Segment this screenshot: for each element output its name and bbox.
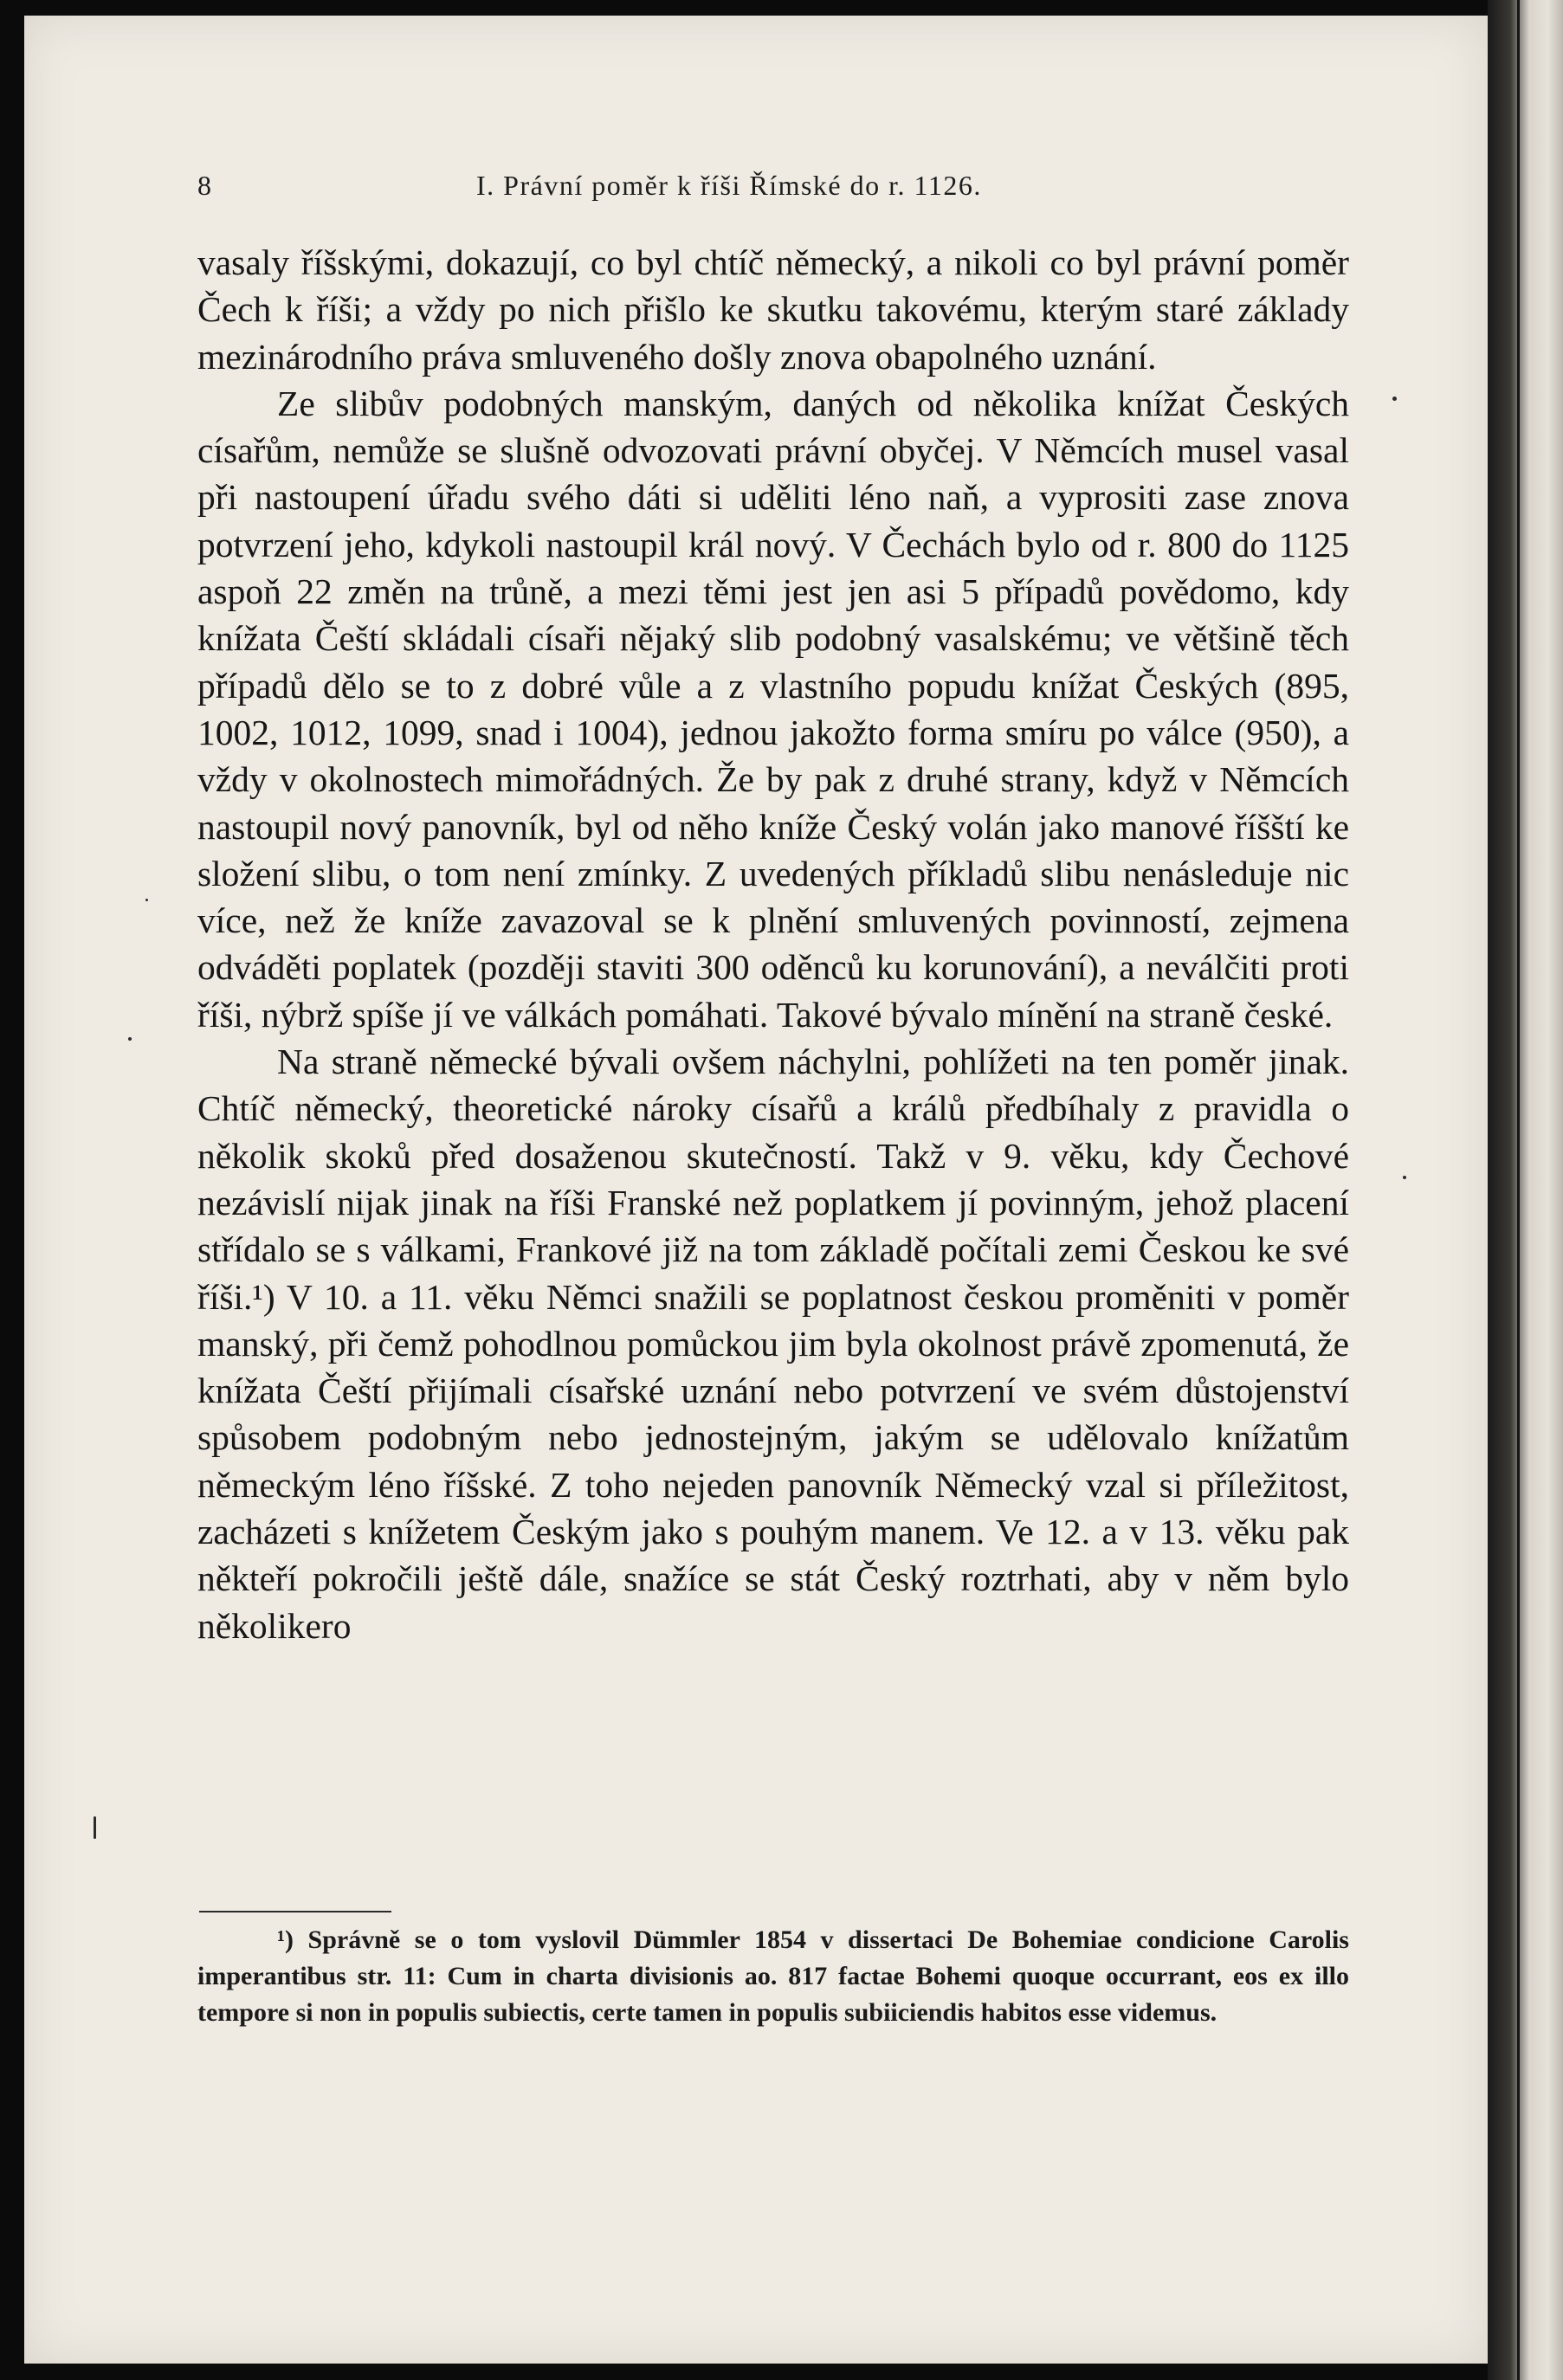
- scan-speck: [1403, 1176, 1406, 1179]
- footnotes: [197, 1922, 1349, 2031]
- footnote-divider: [199, 1911, 391, 1912]
- scan-speck: [1392, 397, 1397, 401]
- scan-binding-edge: [1488, 0, 1563, 2380]
- paragraph: Ze slibův podobných manským, daných od několika knížat Českých císařům, nemůže se slušně odvozovati právní obyčej. V Němcích musel vasal při nastoupení úřadu svého dáti si uděliti léno naň, a vyprositi zase znova potvrzení jeho, kdykoli nastoupil král nový. V Čechách bylo od r. 800 do 1125 aspoň 22 změn na trůně, a mezi těmi jest jen asi 5 případů povědomo, kdy knížata Čeští skládali císaři nějaký slib podobný vasalskému; ve většině těch případů dělo se to z dobré vůle a z vlastního popudu knížat Českých (895, 1002, 1012, 1099, snad i 1004), jednou jakožto forma smíru po válce (950), a vždy v okolnostech mimořádných. Že by pak z druhé strany, když v Němcích nastoupil nový panovník, byl od něho kníže Český volán jako manové říšští ke složení slibu, o tom není zmínky. Z uvedených příkladů slibu nenásleduje nic více, než že kníže zavazoval se k plnění smluvených povinností, zejmena odváděti poplatek (později staviti 300 oděnců ku korunování), a neválčiti proti říši, nýbrž spíše jí ve válkách pomáhati. Takové bývalo mínění na straně české.: [197, 383, 1349, 1035]
- page-number: 8: [197, 170, 211, 201]
- scan-binding-line: [1517, 0, 1520, 2380]
- book-page: [24, 16, 1488, 2364]
- body-text: [197, 239, 1349, 1649]
- running-head: I. Právní poměr k říši Římské do r. 1126.: [476, 170, 982, 201]
- paragraph: Na straně německé bývali ovšem náchylni, pohlížeti na ten poměr jinak. Chtíč německý, theoretické nároky císařů a králů předbíhaly z pravidla o několik skoků před dosaženou skutečností. Takž v 9. věku, kdy Čechové nezávislí nijak jinak na říši Franské než poplatkem jí povinným, jehož placení střídalo se s válkami, Frankové již na tom základě počítali zemi Českou ke své říši.¹) V 10. a 11. věku Němci snažili se poplatnost českou proměniti v poměr manský, při čemž pohodlnou pomůckou jim byla okolnost právě zpomenutá, že knížata Čeští přijímali císařské uznání nebo potvrzení ve svém důstojenství spůsobem podobným nebo jednostejným, jakým se udělovalo knížatům německým léno říšské. Z toho nejeden panovník Německý vzal si příležitost, zacházeti s knížetem Českým jako s pouhým manem. Ve 12. a v 13. věku pak někteří pokročili ještě dále, snažíce se stát Český roztrhati, aby v něm bylo několikero: [197, 1042, 1349, 1646]
- scan-speck: [94, 1816, 96, 1839]
- page-header: [173, 170, 1385, 211]
- footnote: ¹) Správně se o tom vyslovil Dümmler 1854 v dissertaci De Bohemiae condicione Carolis imperantibus str. 11: Cum in charta divisionis ao. 817 factae Bohemi quoque occurrant, eos ex illo tempore si non in populis subiectis, certe tamen in populis subiiciendis habitos esse videmus.: [197, 1925, 1349, 2027]
- paragraph: vasaly říšskými, dokazují, co byl chtíč německý, a nikoli co byl právní poměr Čech k říši; a vždy po nich přišlo ke skutku takovému, kterým staré základy mezinárodního práva smluveného došly znova obapolného uznání.: [197, 242, 1349, 377]
- scan-speck: [128, 1037, 132, 1041]
- scan-speck: [145, 899, 148, 901]
